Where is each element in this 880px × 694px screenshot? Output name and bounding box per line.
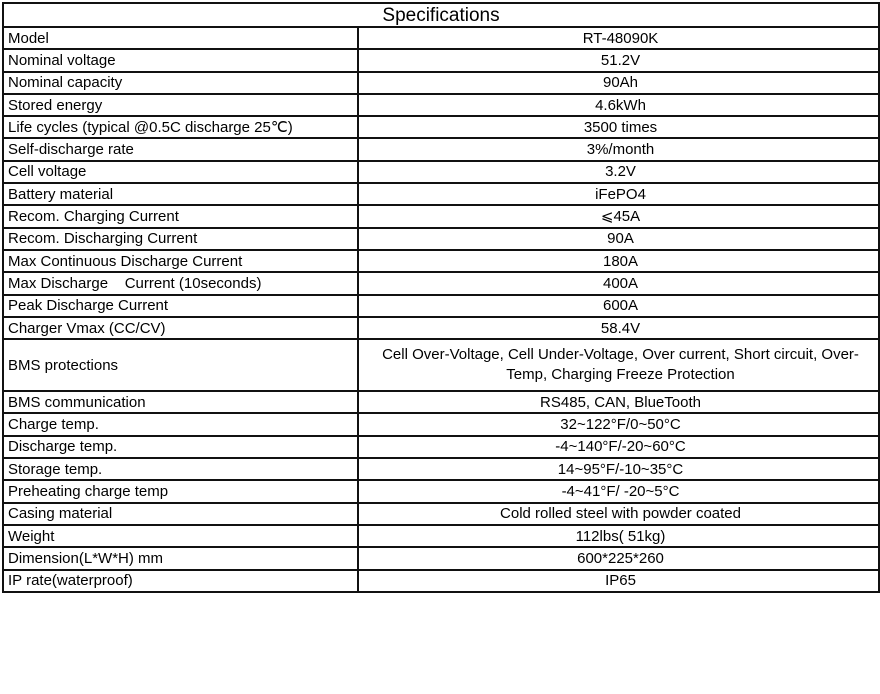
spec-value: 90Ah	[358, 72, 879, 94]
spec-label: Nominal capacity	[3, 72, 358, 94]
spec-value: 14~95°F/-10~35°C	[358, 458, 879, 480]
table-row	[3, 503, 879, 525]
spec-label: Charge temp.	[3, 413, 358, 435]
spec-value: Cold rolled steel with powder coated	[358, 503, 879, 525]
spec-label: Casing material	[3, 503, 358, 525]
spec-value: 3.2V	[358, 161, 879, 183]
table-header-row	[3, 3, 879, 27]
table-row	[3, 272, 879, 294]
spec-label: BMS protections	[3, 339, 358, 391]
table-row	[3, 317, 879, 339]
spec-label: BMS communication	[3, 391, 358, 413]
table-row	[3, 72, 879, 94]
spec-value: -4~41°F/ -20~5°C	[358, 480, 879, 502]
spec-label: Storage temp.	[3, 458, 358, 480]
table-row	[3, 27, 879, 49]
table-row	[3, 570, 879, 592]
table-row	[3, 205, 879, 227]
spec-value: 400A	[358, 272, 879, 294]
table-row	[3, 228, 879, 250]
table-row	[3, 49, 879, 71]
spec-value: 90A	[358, 228, 879, 250]
table-row	[3, 138, 879, 160]
spec-label: Recom. Discharging Current	[3, 228, 358, 250]
table-title: Specifications	[3, 3, 879, 27]
spec-label: Max Continuous Discharge Current	[3, 250, 358, 272]
spec-label: Preheating charge temp	[3, 480, 358, 502]
spec-value: iFePO4	[358, 183, 879, 205]
table-row	[3, 458, 879, 480]
spec-value: 58.4V	[358, 317, 879, 339]
table-row	[3, 339, 879, 391]
spec-label: Nominal voltage	[3, 49, 358, 71]
spec-value: IP65	[358, 570, 879, 592]
spec-value: 180A	[358, 250, 879, 272]
spec-label: Self-discharge rate	[3, 138, 358, 160]
spec-value: Cell Over-Voltage, Cell Under-Voltage, Over current, Short circuit, Over-Temp, Charging Freeze Protection	[358, 339, 879, 391]
table-row	[3, 525, 879, 547]
spec-value: 32~122°F/0~50°C	[358, 413, 879, 435]
spec-value: ⩽45A	[358, 205, 879, 227]
spec-value: 600*225*260	[358, 547, 879, 569]
spec-label: Stored energy	[3, 94, 358, 116]
table-row	[3, 480, 879, 502]
table-row	[3, 547, 879, 569]
table-row	[3, 250, 879, 272]
spec-label: Dimension(L*W*H) mm	[3, 547, 358, 569]
spec-label: Battery material	[3, 183, 358, 205]
spec-label: Recom. Charging Current	[3, 205, 358, 227]
spec-value: 51.2V	[358, 49, 879, 71]
spec-label: Peak Discharge Current	[3, 295, 358, 317]
spec-value: 600A	[358, 295, 879, 317]
spec-value: RS485, CAN, BlueTooth	[358, 391, 879, 413]
table-row	[3, 116, 879, 138]
table-row	[3, 183, 879, 205]
spec-value: 4.6kWh	[358, 94, 879, 116]
table-row	[3, 391, 879, 413]
spec-value: 3500 times	[358, 116, 879, 138]
spec-value: RT-48090K	[358, 27, 879, 49]
spec-label: IP rate(waterproof)	[3, 570, 358, 592]
spec-value: 112lbs( 51kg)	[358, 525, 879, 547]
spec-label: Charger Vmax (CC/CV)	[3, 317, 358, 339]
table-row	[3, 295, 879, 317]
spec-label: Discharge temp.	[3, 436, 358, 458]
table-row	[3, 436, 879, 458]
spec-value: -4~140°F/-20~60°C	[358, 436, 879, 458]
spec-label: Weight	[3, 525, 358, 547]
table-row	[3, 161, 879, 183]
specifications-table	[2, 2, 880, 593]
table-row	[3, 413, 879, 435]
spec-label: Cell voltage	[3, 161, 358, 183]
spec-label: Model	[3, 27, 358, 49]
spec-value: 3%/month	[358, 138, 879, 160]
spec-label: Max Discharge Current (10seconds)	[3, 272, 358, 294]
spec-label: Life cycles (typical @0.5C discharge 25℃)	[3, 116, 358, 138]
table-row	[3, 94, 879, 116]
